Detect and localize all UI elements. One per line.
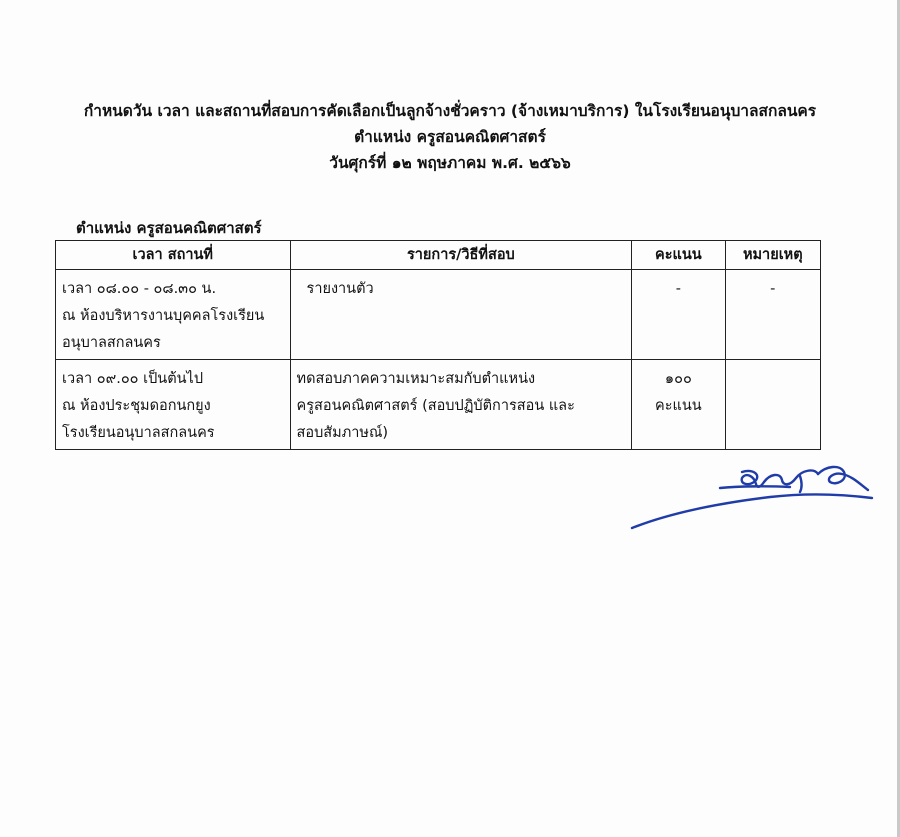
item-cell xyxy=(290,270,632,360)
item-cell xyxy=(290,360,632,450)
item-line: ทดสอบภาคความเหมาะสมกับตำแหน่ง xyxy=(296,371,536,387)
header-time-place: เวลา สถานที่ xyxy=(56,241,291,270)
note-cell xyxy=(725,360,820,450)
time-place-line: ณ ห้องบริหารงานบุคคลโรงเรียน xyxy=(62,308,265,324)
handwritten-signature xyxy=(630,458,880,538)
score-cell xyxy=(632,360,725,450)
item-line: ครูสอนคณิตศาสตร์ (สอบปฏิบัติการสอน และ xyxy=(296,398,575,414)
signature-stroke xyxy=(632,494,872,528)
header-note: หมายเหตุ xyxy=(725,241,820,270)
table-header-row xyxy=(56,241,821,270)
header-item: รายการ/วิธีที่สอบ xyxy=(290,241,632,270)
score-line: ๑๐๐ xyxy=(664,371,692,387)
time-place-line: โรงเรียนอนุบาลสกลนคร xyxy=(62,425,215,441)
time-place-cell xyxy=(56,270,291,360)
time-place-line: เวลา ๐๙.๐๐ เป็นต้นไป xyxy=(62,371,204,387)
note-line: - xyxy=(770,281,776,297)
exam-schedule-table xyxy=(55,240,821,450)
signature-stroke xyxy=(764,471,818,485)
header-score: คะแนน xyxy=(632,241,725,270)
time-place-line: อนุบาลสกลนคร xyxy=(62,335,161,351)
header-date: วันศุกร์ที่ ๑๒ พฤษภาคม พ.ศ. ๒๕๖๖ xyxy=(329,154,571,172)
table-row xyxy=(56,360,821,450)
note-cell xyxy=(725,270,820,360)
time-place-line: เวลา ๐๘.๐๐ - ๐๘.๓๐ น. xyxy=(62,281,217,297)
table-row xyxy=(56,270,821,360)
section-label: ตำแหน่ง ครูสอนคณิตศาสตร์ xyxy=(76,219,262,237)
header-title: กำหนดวัน เวลา และสถานที่สอบการคัดเลือกเป็นลูกจ้างชั่วคราว (จ้างเหมาบริการ) ในโรงเรียนอนุบาลสกลนคร xyxy=(83,102,817,120)
time-place-cell xyxy=(56,360,291,450)
item-line: รายงานตัว xyxy=(306,281,374,297)
item-line: สอบสัมภาษณ์) xyxy=(296,425,389,441)
signature-stroke xyxy=(800,476,802,492)
signature-stroke xyxy=(818,467,868,490)
header-position: ตำแหน่ง ครูสอนคณิตศาสตร์ xyxy=(354,128,546,146)
score-line: - xyxy=(675,281,681,297)
score-line: คะแนน xyxy=(655,398,702,414)
score-cell xyxy=(632,270,725,360)
time-place-line: ณ ห้องประชุมดอกนกยูง xyxy=(62,398,211,414)
signature-stroke xyxy=(720,486,790,488)
signature-stroke xyxy=(742,471,764,487)
document-header xyxy=(40,98,860,176)
